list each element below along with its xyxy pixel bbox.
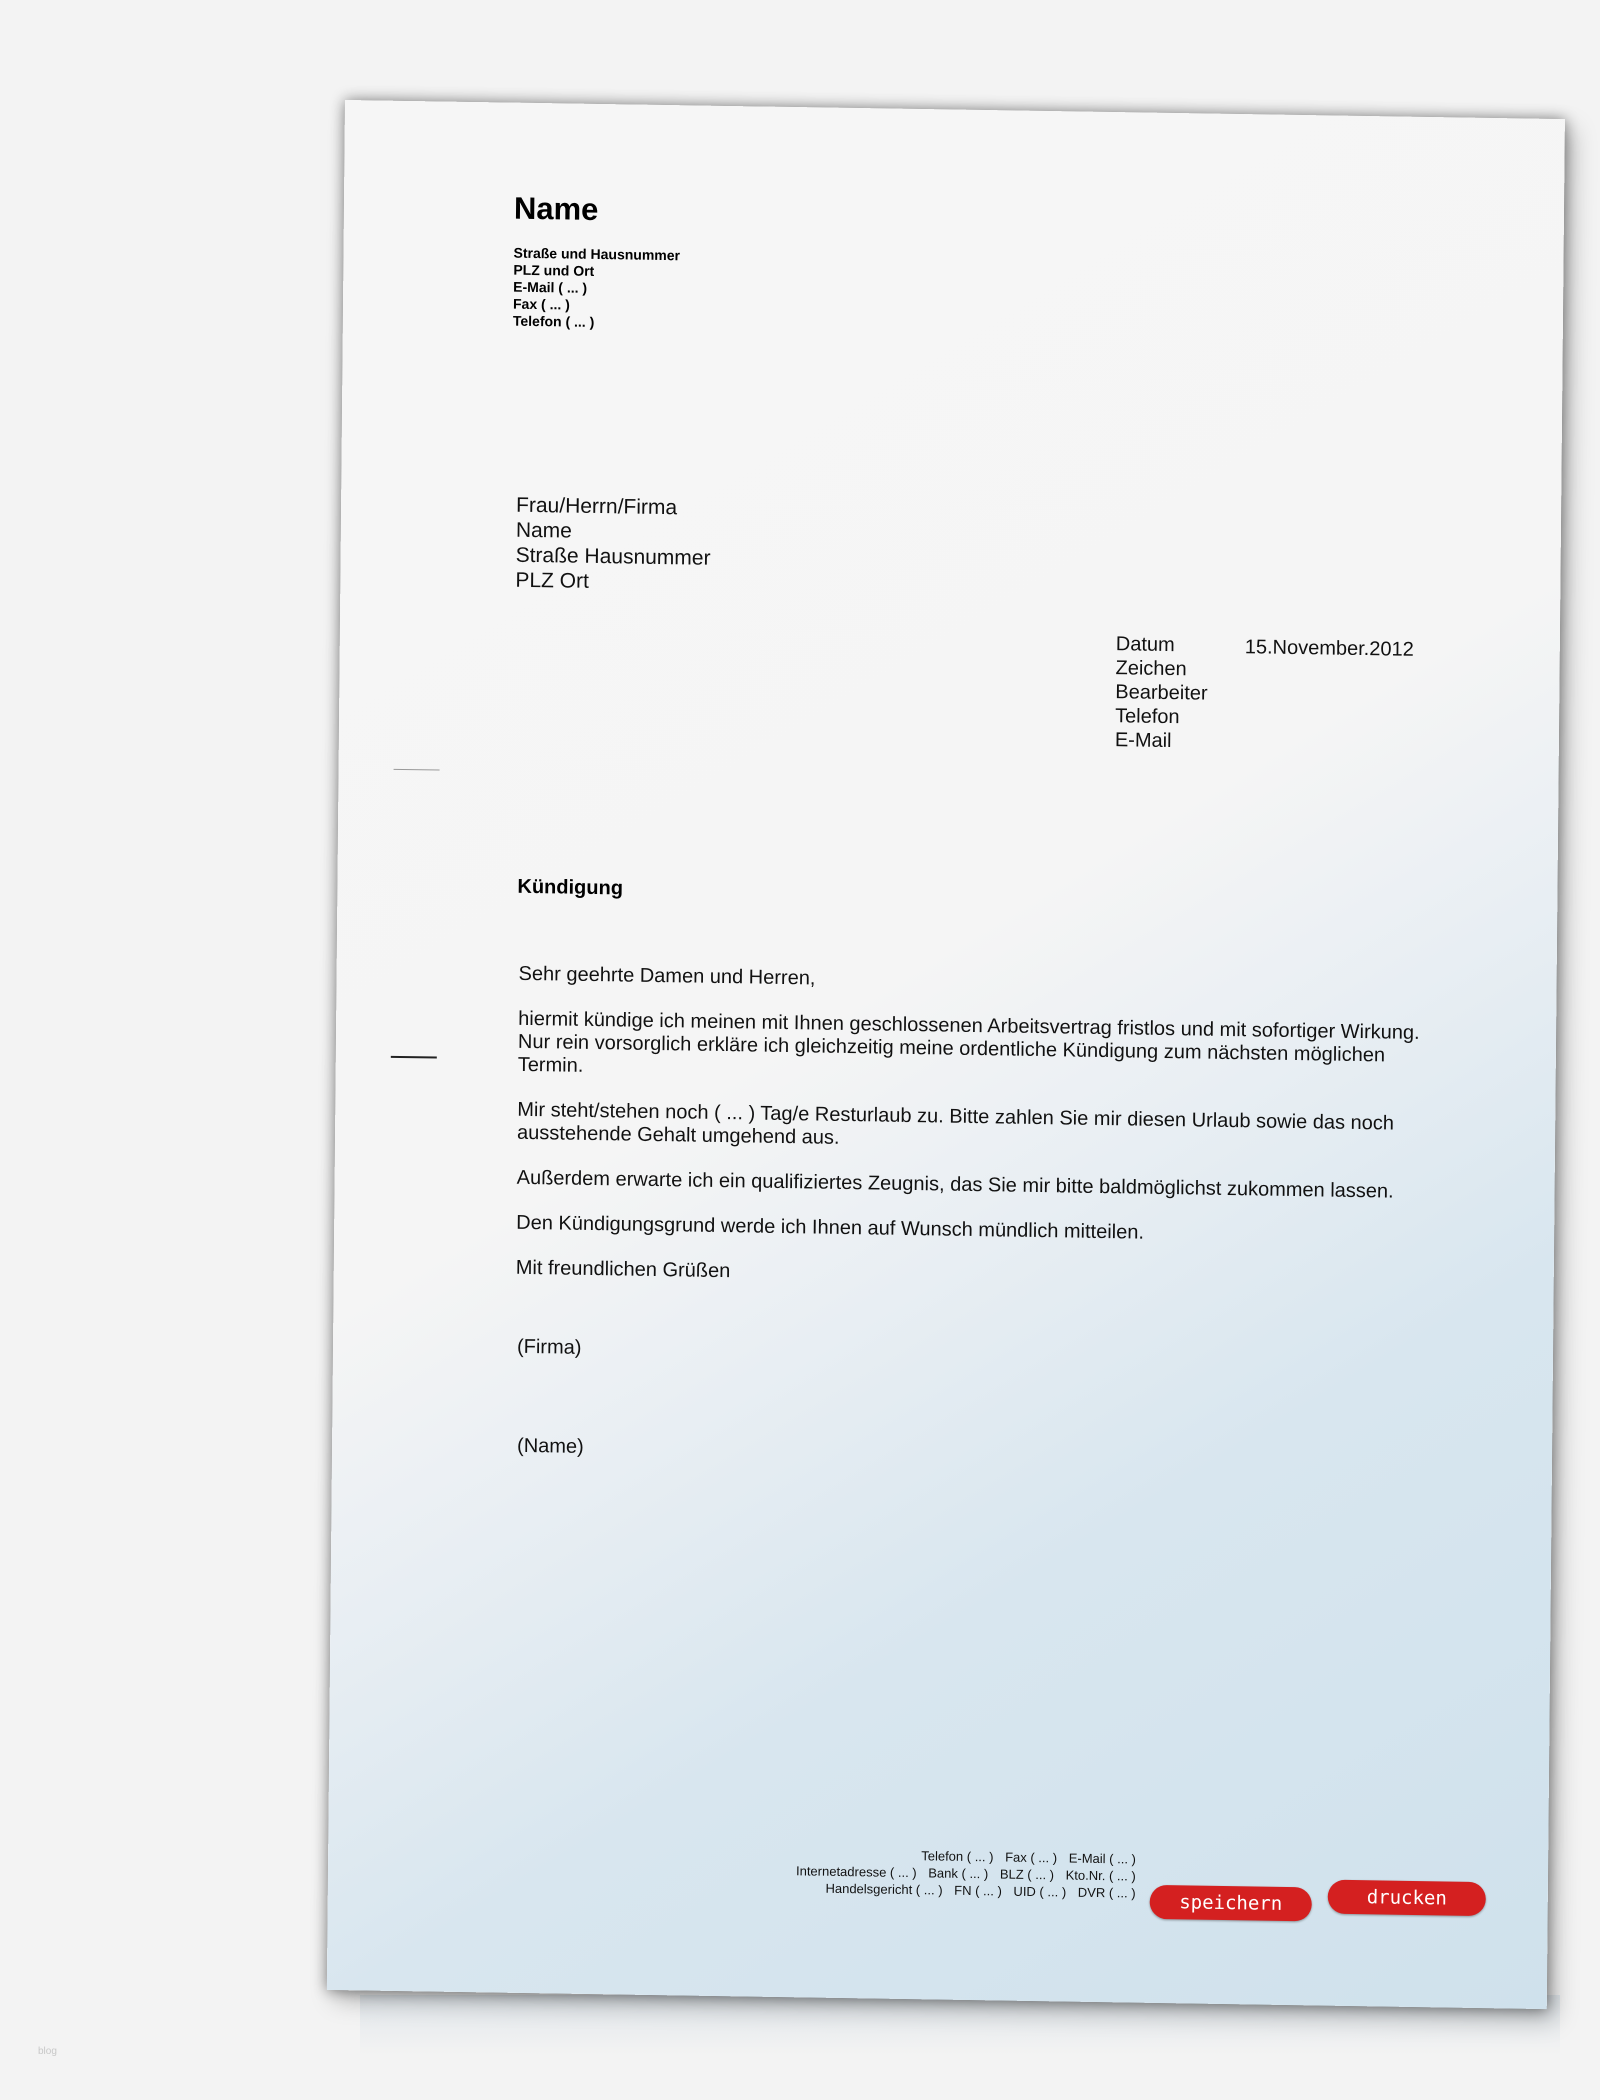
print-button[interactable]: drucken — [1328, 1880, 1486, 1916]
letter-paragraph: Außerdem erwarte ich ein qualifiziertes Zeugnis, das Sie mir bitte baldmöglichst zukommen lassen. — [516, 1166, 1394, 1203]
info-label-date: Datum — [1115, 633, 1175, 657]
sender-address — [513, 245, 680, 333]
signature-company: (Firma) — [516, 1335, 582, 1359]
footer-court: Handelsgericht ( ... ) — [825, 1880, 943, 1898]
letter-paragraph: Den Kündigungsgrund werde ich Ihnen auf Wunsch mündlich mitteilen. — [516, 1211, 1145, 1244]
save-button[interactable]: speichern — [1150, 1885, 1312, 1922]
info-label-clerk: Bearbeiter — [1115, 681, 1208, 705]
sender-name: Name — [513, 190, 599, 227]
recipient-address — [515, 493, 711, 596]
info-label-reference: Zeichen — [1115, 657, 1187, 681]
letter-paragraph: Mir steht/stehen noch ( ... ) Tag/e Resturlaub zu. Bitte zahlen Sie mir diesen Urlaub sowie das noch ausstehende Gehalt umgehend aus. — [516, 1098, 1395, 1149]
watermark: blog — [38, 2046, 57, 2057]
recipient-salutation: Frau/Herrn/Firma — [516, 493, 678, 520]
sender-city: PLZ und Ort — [513, 261, 595, 279]
recipient-name: Name — [515, 518, 573, 543]
letter-date: 15.November.2012 — [1244, 636, 1414, 661]
sender-street: Straße und Hausnummer — [513, 244, 681, 264]
info-block — [1115, 632, 1208, 753]
sender-email: E-Mail ( ... ) — [513, 278, 588, 296]
fold-mark-middle — [391, 1056, 437, 1059]
signature-name: (Name) — [516, 1434, 584, 1458]
letter-page — [327, 100, 1565, 2009]
footer-email: E-Mail ( ... ) — [1068, 1850, 1136, 1867]
info-label-email: E-Mail — [1114, 729, 1172, 753]
footer-blz: BLZ ( ... ) — [999, 1866, 1055, 1883]
footer-phone: Telefon ( ... ) — [921, 1848, 994, 1865]
fold-mark-top — [394, 769, 440, 771]
recipient-city: PLZ Ort — [515, 568, 590, 593]
footer-account: Kto.Nr. ( ... ) — [1065, 1867, 1136, 1884]
letter-body — [515, 963, 1448, 1317]
footer-fax: Fax ( ... ) — [1005, 1849, 1058, 1866]
footer-fn: FN ( ... ) — [954, 1882, 1002, 1899]
letter-subject: Kündigung — [517, 875, 624, 900]
footer-website: Internetadresse ( ... ) — [795, 1863, 917, 1881]
letter-closing: Mit freundlichen Grüßen — [515, 1256, 731, 1283]
sender-fax: Fax ( ... ) — [512, 295, 570, 313]
recipient-street: Straße Hausnummer — [515, 543, 711, 570]
info-label-phone: Telefon — [1115, 705, 1180, 729]
letter-paragraph: hiermit kündige ich meinen mit Ihnen geschlossenen Arbeitsvertrag fristlos und mit sofortiger Wirkung. Nur rein vorsorglich erkläre ich gleichzeitig meine ordentliche Kündigung zum nächsten möglichen Termin. — [517, 1007, 1420, 1077]
footer-dvr: DVR ( ... ) — [1077, 1884, 1136, 1901]
sender-phone: Telefon ( ... ) — [512, 312, 595, 330]
footer-uid: UID ( ... ) — [1013, 1883, 1067, 1900]
letter-footer — [788, 1845, 1136, 1901]
letter-salutation: Sehr geehrte Damen und Herren, — [518, 962, 816, 990]
footer-bank: Bank ( ... ) — [928, 1865, 989, 1882]
